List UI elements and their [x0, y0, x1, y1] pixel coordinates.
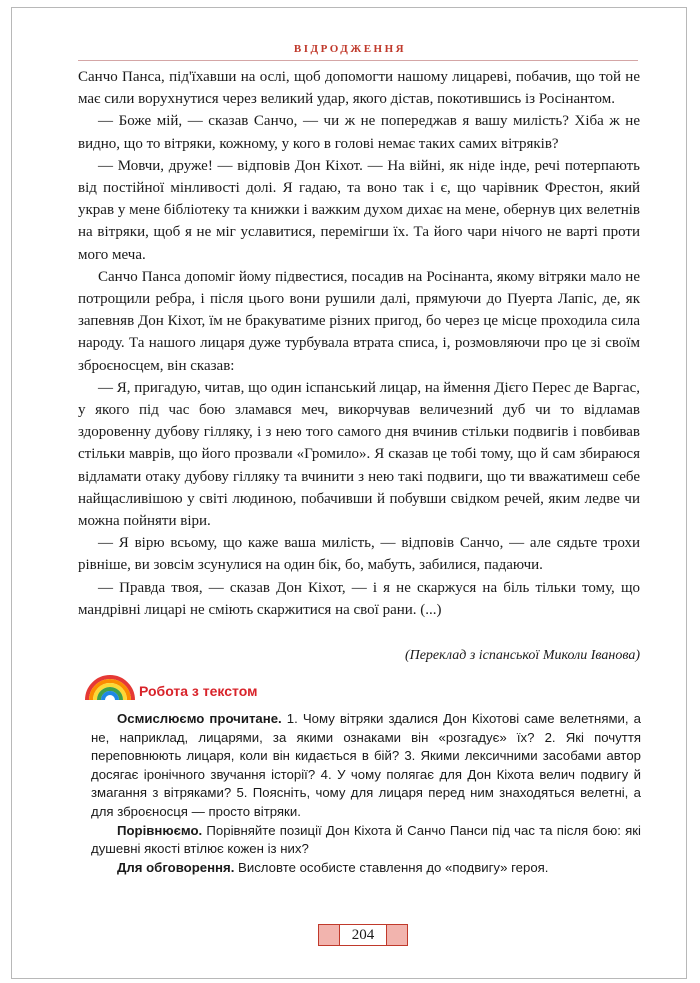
section-title: Робота з текстом [139, 683, 258, 699]
tasks-block [91, 710, 641, 877]
paragraph: Санчо Панса, під'їхавши на ослі, щоб допомогти нашому лицареві, побачив, що той не має сили ворухнутися через великий удар, якого дістав, покотившись із Росінантом. [78, 69, 640, 108]
rainbow-icon [85, 673, 135, 701]
main-text [78, 66, 640, 621]
task-text: Порівняйте позиції Дон Кіхота й Санчо Панси під час та після бою: які душевні якості втілює кожен із них? [91, 822, 641, 857]
task-text: 1. Чому вітряки здалися Дон Кіхотові саме велетнями, а не, наприклад, лицарями, за якими ознаками він «розгадує» їх? 2. Які почуття переповнюють лицаря, коли він кидається в бій? 3. Якими лексичними засобами автор досягає іронічного звучання історії? 4. У чому полягає для Дон Кіхота велич подвигу й змагання з вітряками? 5. Поясніть, чому для лицаря перед ним знаходяться велетні, а для зброєносця — просто вітряки. [91, 711, 641, 819]
task-label: Осмислюємо прочитане. [117, 711, 282, 726]
paragraph: Санчо Панса допоміг йому підвестися, посадив на Росінанта, якому вітряки мало не потрощили ребра, і після цього вони рушили далі, прямуючи до Пуерта Лапіс, де, як запевняв Дон Кіхот, їм не бракуватиме різних пригод, бо через це місце проходила сила народу. Та нашого лицаря дуже турбувала втрата списа, і, розмовляючи про це зі своїм зброєносцем, він сказав: [78, 268, 640, 374]
task-item [91, 822, 641, 859]
paragraph: — Я, пригадую, читав, що один іспанський лицар, на ймення Дієго Перес де Варгас, у якого під час бою зламався меч, викорчував величезний дуб чи то відламав здоровенну дубову гілляку, і з нею того самого дня вчинив стільки подвигів і повбивав стільки маврів, що його прозвали «Громило». Я сказав це тобі тому, що й сам збираюся відламати отаку дубову гілляку та вчинити з нею такі подвиги, що ти вважатимеш себе найщасливішою у світі людиною, побачивши й побувши свідком речей, яким ледве чи можна пойняти віри. [78, 379, 640, 530]
task-text: Висловте особисте ставлення до «подвигу» героя. [234, 859, 549, 875]
task-label: Для обговорення. [117, 859, 235, 875]
paragraph: — Я вірю всьому, що каже ваша милість, — відповів Санчо, — але сядьте трохи рівніше, ви зовсім зсунулися на один бік, бо, мабуть, забилися, падаючи. [78, 535, 640, 574]
task-item [91, 710, 641, 822]
task-item [91, 859, 641, 878]
page-number-right-block [386, 924, 408, 946]
page-number-box [318, 924, 408, 946]
page-number-left-block [318, 924, 340, 946]
paragraph: — Правда твоя, — сказав Дон Кіхот, — і я не скаржуся на біль тільки тому, що мандрівні лицарі не сміють скаржитися на свої рани. (...) [78, 579, 640, 618]
header-rule [78, 60, 638, 61]
running-header: ВІДРОДЖЕННЯ [293, 43, 407, 55]
task-label: Порівнюємо. [117, 822, 203, 838]
page-number: 204 [340, 924, 386, 946]
translation-attribution: (Переклад з іспанської Миколи Іванова) [404, 648, 640, 663]
paragraph: — Боже мій, — сказав Санчо, — чи ж не попереджав я вашу милість? Хіба ж не видно, що то вітряки, кожному, у кого в голові немає таких самих вітряків? [78, 113, 640, 152]
paragraph: — Мовчи, друже! — відповів Дон Кіхот. — На війні, як ніде інде, речі потерпають від постійної мінливості долі. Я гадаю, та воно так і є, що чарівник Фрестон, який украв у мене бібліотеку та книжки і важким духом дихає на мене, обернув цих велетнів на вітряки, щоб я не міг уславитися, перемігши їх. Та його чари нічого не варті проти мого меча. [78, 157, 640, 263]
